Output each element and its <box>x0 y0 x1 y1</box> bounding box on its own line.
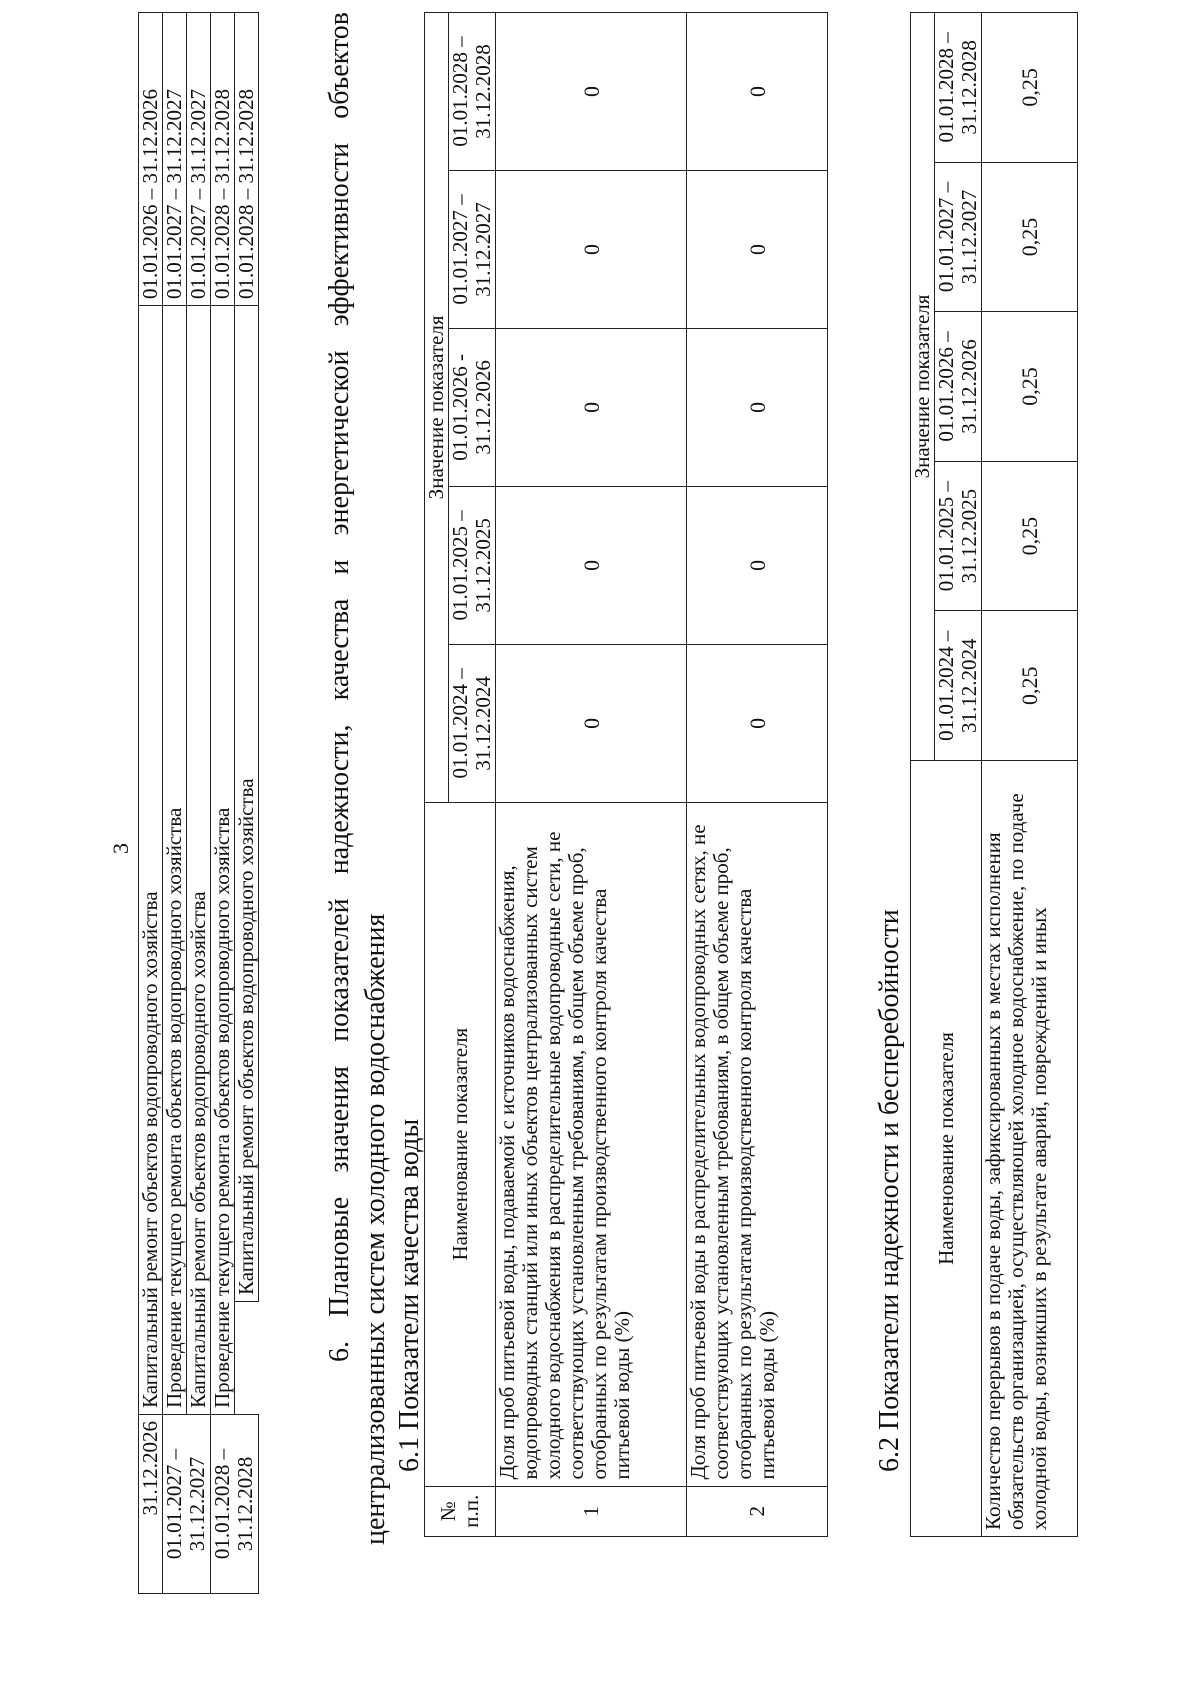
table-row <box>496 13 687 1537</box>
period-cell <box>163 1415 211 1594</box>
table-row <box>687 13 828 1537</box>
value-cell: 0 <box>496 486 687 644</box>
table-row <box>982 13 1078 1537</box>
row-number: 1 <box>496 1486 687 1536</box>
header-row <box>425 13 449 1537</box>
period-line: 01.01.2028 – <box>210 1448 234 1560</box>
table-row <box>163 13 187 1594</box>
value-cell: 0 <box>496 13 687 171</box>
section-heading-continued: централизованных систем холодного водоснабжения <box>360 913 391 1545</box>
period-cell: 31.12.2026 <box>139 1415 163 1594</box>
col-header-value: Значение показателя <box>425 13 449 803</box>
reliability-table <box>910 12 1078 1537</box>
period-header: 01.01.2026 - 31.12.2026 <box>449 328 496 486</box>
value-cell: 0 <box>496 328 687 486</box>
value-cell: 0,25 <box>982 13 1078 163</box>
indicator-name: Количество перерывов в подаче воды, зафиксированных в местах исполнения обязательств организацией, осуществляющей холодное водоснабжение, по подаче холодной воды, возникших в результате аварий, повреждений и иных <box>982 761 1078 1537</box>
page-number: 3 <box>108 843 133 854</box>
period-line: 31.12.2028 <box>233 1456 257 1552</box>
dates-cell: 01.01.2028 – 31.12.2028 <box>211 13 235 306</box>
table-row <box>235 13 259 1594</box>
value-cell: 0,25 <box>982 162 1078 312</box>
value-cell: 0 <box>496 170 687 328</box>
period-header: 01.01.2025 – 31.12.2025 <box>935 461 982 611</box>
row-number: 2 <box>687 1486 828 1536</box>
table-row <box>211 13 235 1594</box>
table-row <box>139 13 163 1594</box>
dates-cell: 01.01.2027 – 31.12.2027 <box>187 13 211 306</box>
value-cell: 0 <box>496 644 687 802</box>
period-header: 01.01.2024 – 31.12.2024 <box>935 611 982 761</box>
dates-cell: 01.01.2026 – 31.12.2026 <box>139 13 163 306</box>
water-quality-table <box>424 12 828 1537</box>
indicator-name: Доля проб питьевой воды в распределительных водопроводных сетях, не соответствующих установленным требованиям, в общем объеме проб, отобранных по результатам производственного контроля качества питьевой воды (%) <box>687 802 828 1486</box>
value-cell: 0 <box>687 328 828 486</box>
value-cell: 0 <box>687 170 828 328</box>
dates-cell: 01.01.2028 – 31.12.2028 <box>235 13 259 306</box>
period-header: 01.01.2027 – 31.12.2027 <box>449 170 496 328</box>
work-schedule-table <box>138 12 259 1594</box>
work-cell: Капитальный ремонт объектов водопроводного хозяйства <box>187 306 211 1415</box>
work-cell: Проведение текущего ремонта объектов водопроводного хозяйства <box>163 306 187 1415</box>
indicator-name: Доля проб питьевой воды, подаваемой с источников водоснабжения, водопроводных станций или иных объектов централизованных систем холодного водоснабжения в распределительные водопроводные сети, не соответствующих установленным требованиям, в общем объеме проб, отобранных по результатам производственного контроля качества питьевой воды (%) <box>496 802 687 1486</box>
period-header: 01.01.2027 – 31.12.2027 <box>935 162 982 312</box>
subsection-heading-reliability: 6.2 Показатели надежности и бесперебойности <box>874 909 905 1472</box>
value-cell: 0,25 <box>982 461 1078 611</box>
table-row <box>187 13 211 1594</box>
col-header-name: Наименование показателя <box>911 761 982 1537</box>
col-header-value: Значение показателя <box>911 13 935 761</box>
value-cell: 0,25 <box>982 312 1078 462</box>
work-cell: Проведение текущего ремонта объектов водопроводного хозяйства <box>211 306 235 1415</box>
period-header: 01.01.2026 – 31.12.2026 <box>935 312 982 462</box>
period-header: 01.01.2025 – 31.12.2025 <box>449 486 496 644</box>
work-cell: Капитальный ремонт объектов водопроводного хозяйства <box>139 306 163 1415</box>
spacer-cell <box>235 1302 259 1415</box>
col-header-num: № п.п. <box>425 1486 496 1536</box>
period-line: 31.12.2027 <box>185 1456 209 1552</box>
period-header: 01.01.2024 – 31.12.2024 <box>449 644 496 802</box>
period-cell <box>211 1415 259 1594</box>
dates-cell: 01.01.2027 – 31.12.2027 <box>163 13 187 306</box>
period-header: 01.01.2028 – 31.12.2028 <box>935 13 982 163</box>
section-heading: 6. Плановые значения показателей надежности, качества и энергетической эффективности объектов <box>324 12 355 1362</box>
value-cell: 0 <box>687 644 828 802</box>
work-cell: Капитальный ремонт объектов водопроводного хозяйства <box>235 306 259 1302</box>
header-row <box>911 13 935 1537</box>
subsection-heading-quality: 6.1 Показатели качества воды <box>394 1118 425 1472</box>
value-cell: 0,25 <box>982 611 1078 761</box>
col-header-name: Наименование показателя <box>425 802 496 1486</box>
value-cell: 0 <box>687 486 828 644</box>
period-header: 01.01.2028 – 31.12.2028 <box>449 13 496 171</box>
value-cell: 0 <box>687 13 828 171</box>
period-line: 01.01.2027 – <box>162 1448 186 1560</box>
